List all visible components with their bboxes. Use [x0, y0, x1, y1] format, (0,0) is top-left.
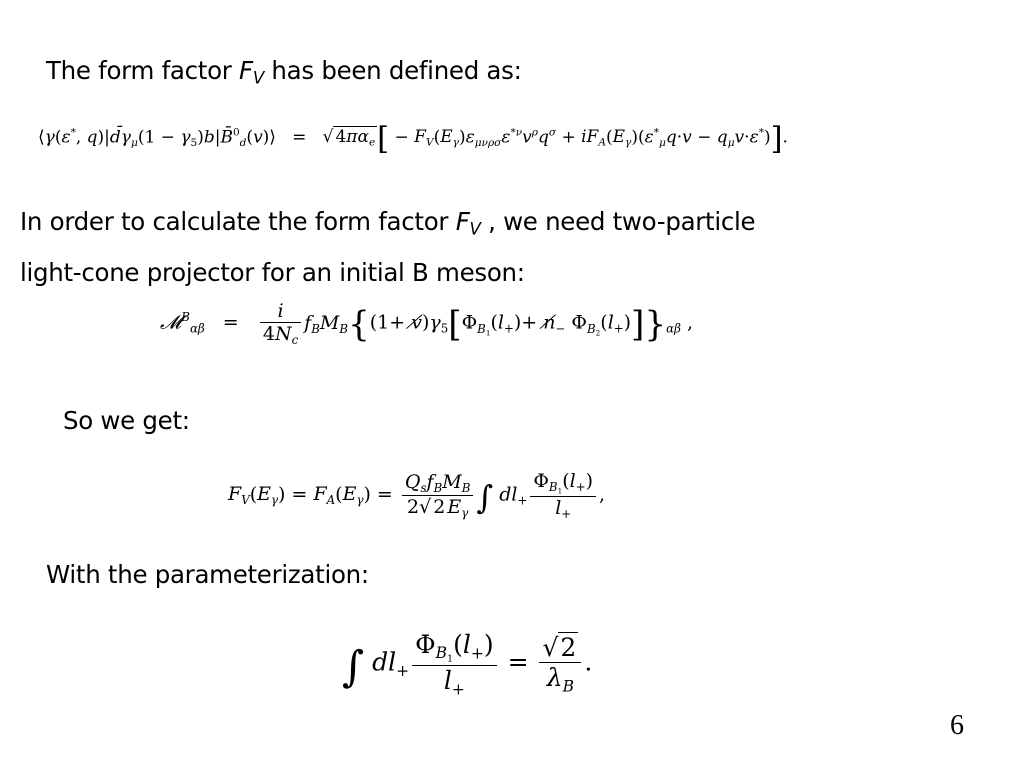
projector-equation: 𝓜$^B_{\alpha\beta}$ = $\frac{i}{4N_c}$ $f_BM_B\{(1+$ $v̸)\gamma_5[\Phi_{B_1}(l_+)+$ $n̸_-$ $\Phi_{B_2}(l_+)]\}_{\alpha\beta}$ ,	[160, 300, 693, 348]
text-fragment: , we need two-particle	[480, 207, 756, 236]
text-fragment: The form factor	[46, 56, 240, 85]
form-factor-symbol: $F_V$	[239, 56, 264, 88]
form-factor-symbol: $F_V$	[455, 207, 481, 239]
matrix-element-equation: ⟨γ(ε*, $q)|d̄\gamma_\mu(1$ − $\gamma_5)b|B̄^0_d(v)⟩$ = √ $4\pi\alpha_e[ - F_V(E_\gamma)\varepsilon_{\mu\nu\rho\sigma}\varepsilon^{*\nu}v^\rho q^\sigma + iF_A(E_\gamma)(\varepsilon^*_\mu q\cdot v - q_\mu v\cdot\varepsilon^*)]$.	[38, 122, 788, 157]
parameterization-equation: ∫ $dl_+$ $\frac{\Phi_{B_1}(l_+)}{l_+}$ = $\frac{√2}{\lambda_B}$ .	[342, 630, 593, 699]
text-fragment: light-cone projector for an initial B meson:	[20, 257, 525, 287]
definition-intro-text	[46, 56, 522, 88]
result-intro-text: So we get:	[63, 406, 190, 435]
projector-intro-text	[20, 200, 755, 294]
parameterization-intro-text: With the parameterization:	[46, 560, 369, 589]
page-number: 6	[950, 710, 964, 741]
text-fragment: has been defined as:	[263, 56, 522, 85]
form-factor-result-equation: $F_V(E_\gamma) = F_A(E_\gamma)$ = $\frac{Q_sf_BM_B}{2√ 2 E_\gamma}$ ∫ $dl_+$ $\frac{\Phi_{B_1}(l_+)}{l_+}$ ,	[228, 470, 606, 521]
text-fragment: In order to calculate the form factor	[20, 207, 456, 236]
